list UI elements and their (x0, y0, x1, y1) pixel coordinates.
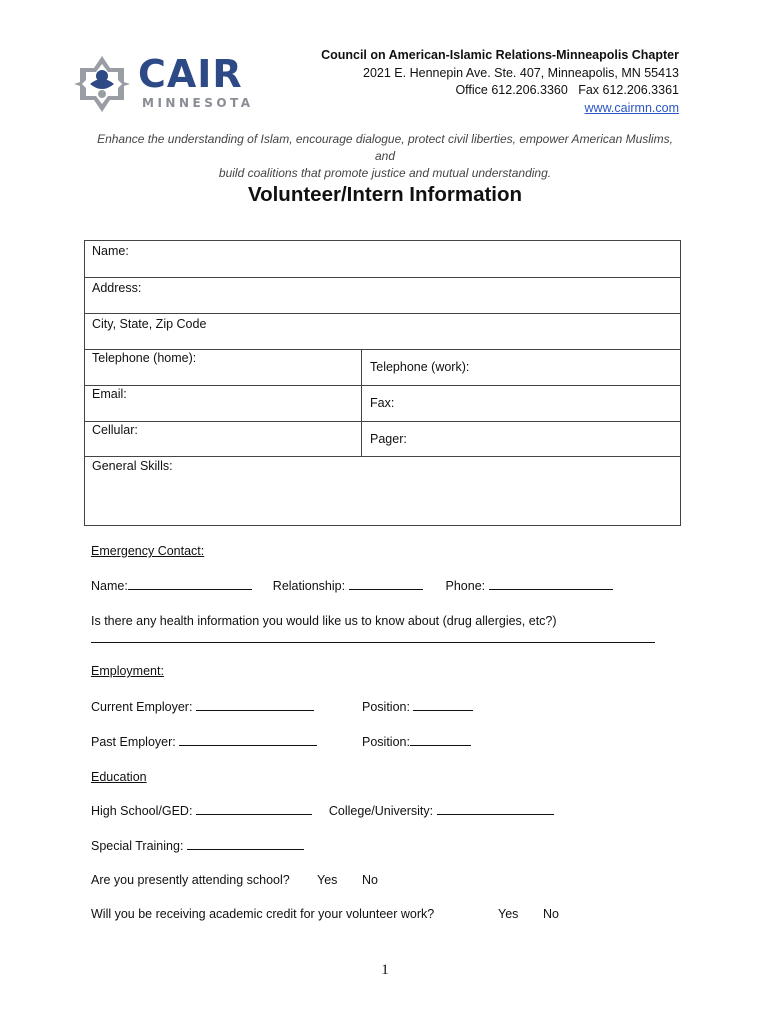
current-employer-label: Current Employer: (91, 700, 196, 714)
table-row-city[interactable] (85, 313, 680, 349)
table-row-skills[interactable] (85, 456, 680, 526)
position-2-line (362, 735, 471, 749)
past-employer-label: Past Employer: (91, 735, 180, 749)
emergency-phone-field[interactable] (489, 579, 613, 590)
college-field[interactable] (437, 804, 554, 815)
page-number: 1 (381, 962, 389, 978)
attending-yes-option[interactable]: Yes (317, 873, 338, 887)
org-phones: Office 612.206.3360 Fax 612.206.3361 (455, 83, 679, 97)
mission-statement (90, 131, 680, 182)
table-row-email[interactable] (85, 385, 680, 421)
cair-logo (72, 54, 252, 114)
table-row-name[interactable] (85, 241, 680, 277)
position-2-label: Position: (362, 735, 410, 749)
logo-subtitle: MINNESOTA (142, 96, 254, 110)
special-training-label: Special Training: (91, 839, 187, 853)
high-school-label: High School/GED: (91, 804, 196, 818)
general-skills-label: General Skills: (92, 459, 173, 473)
academic-credit-question: Will you be receiving academic credit for your volunteer work? (91, 907, 435, 921)
health-question: Is there any health information you would like us to know about (drug allergies, etc?) (91, 614, 557, 628)
position-1-field[interactable] (413, 700, 473, 711)
emergency-relationship-field[interactable] (349, 579, 423, 590)
fax-label: Fax: (370, 396, 395, 410)
telephone-work-label: Telephone (work): (370, 360, 470, 374)
pager-label: Pager: (370, 432, 407, 446)
special-training-field[interactable] (187, 839, 304, 850)
city-state-zip-label: City, State, Zip Code (92, 317, 207, 331)
cair-emblem-icon (72, 54, 132, 114)
cellular-label: Cellular: (92, 423, 138, 437)
credit-yes-option[interactable]: Yes (498, 907, 519, 921)
current-employer-field[interactable] (196, 700, 314, 711)
emergency-phone-label: Phone: (445, 579, 489, 593)
employment-heading: Employment: (91, 664, 164, 678)
emergency-contact-heading: Emergency Contact: (91, 544, 205, 558)
emergency-line (91, 579, 613, 593)
education-line (91, 804, 554, 818)
org-website-link[interactable]: www.cairmn.com (584, 100, 679, 115)
org-name: Council on American-Islamic Relations-Minneapolis Chapter (321, 48, 679, 62)
org-info (321, 47, 679, 117)
mission-line-1: Enhance the understanding of Islam, encourage dialogue, protect civil liberties, empower American Muslims, and (97, 132, 673, 163)
emergency-name-field[interactable] (128, 579, 252, 590)
contact-info-table (84, 240, 681, 526)
past-employer-line (91, 735, 317, 749)
logo-wordmark: CAIR (138, 52, 243, 96)
college-label: College/University: (328, 804, 437, 818)
email-label: Email: (92, 387, 127, 401)
table-row-cellular[interactable] (85, 421, 680, 457)
current-employer-line (91, 700, 314, 714)
name-label: Name: (92, 244, 129, 258)
org-address: 2021 E. Hennepin Ave. Ste. 407, Minneapolis, MN 55413 (363, 65, 679, 80)
column-divider (361, 349, 362, 456)
table-row-telephone[interactable] (85, 349, 680, 385)
emergency-name-label: Name: (91, 579, 128, 593)
emergency-relationship-label: Relationship: (272, 579, 349, 593)
health-answer-field[interactable] (91, 642, 655, 643)
special-training-line (91, 839, 304, 853)
position-1-line (362, 700, 473, 714)
position-1-label: Position: (362, 700, 414, 714)
attending-school-question: Are you presently attending school? (91, 873, 290, 887)
mission-line-2: build coalitions that promote justice and mutual understanding. (218, 166, 552, 180)
table-row-address[interactable] (85, 277, 680, 313)
telephone-home-label: Telephone (home): (92, 351, 197, 365)
education-heading: Education (91, 770, 147, 784)
credit-no-option[interactable]: No (543, 907, 559, 921)
position-2-field[interactable] (410, 735, 471, 746)
address-label: Address: (92, 281, 142, 295)
past-employer-field[interactable] (179, 735, 317, 746)
high-school-field[interactable] (196, 804, 312, 815)
attending-no-option[interactable]: No (362, 873, 378, 887)
form-title: Volunteer/Intern Information (247, 183, 523, 206)
